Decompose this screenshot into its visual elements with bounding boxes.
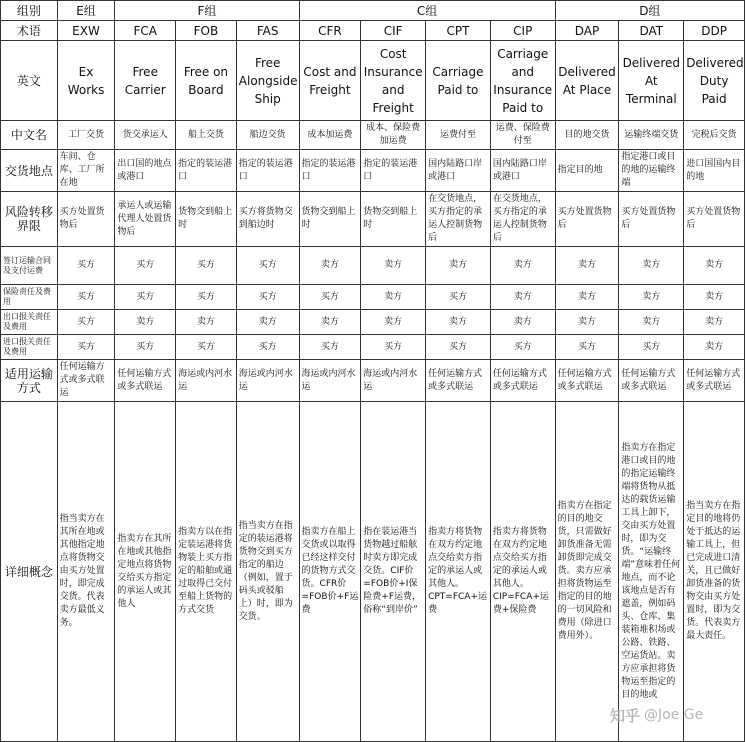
term-ddp: DDP: [684, 21, 745, 41]
cell: 指卖方在船上交货或以取得已经这样交付的货物方式交货。CFR价=FOB价+F运费: [299, 402, 361, 742]
group-d: D组: [555, 1, 744, 21]
english-fas: Free Alongside Ship: [236, 41, 299, 121]
cell: 买方: [57, 310, 115, 335]
risk-transfer-row: [1, 192, 745, 247]
chinese-name-row: [1, 121, 745, 150]
cell: 指定的装运港口: [299, 150, 361, 192]
row-label-chinese-name: 中文名: [1, 121, 58, 150]
watermark: [610, 700, 745, 730]
cell: 车间、仓库、工厂所在地: [57, 150, 115, 192]
english-dap: Delivered At Place: [555, 41, 619, 121]
cell: 买方将货物交到船边时: [236, 192, 299, 247]
cell: 买方处置货物后: [684, 192, 745, 247]
row-label-transport-mode: 适用运输方式: [1, 360, 58, 402]
cell: 卖方: [490, 310, 555, 335]
cell: 成本、保险费加运费: [361, 121, 426, 150]
cell: 卖方: [555, 247, 619, 285]
term-fca: FCA: [115, 21, 176, 41]
transport-contract-row: [1, 247, 745, 285]
export-clearance-row: [1, 310, 745, 335]
cell: 买方: [57, 285, 115, 310]
cell: 买方: [115, 247, 176, 285]
cell: 卖方: [555, 285, 619, 310]
term-exw: EXW: [57, 21, 115, 41]
cell: 出口国的地点或港口: [115, 150, 176, 192]
cell: 货物交到船上时: [299, 192, 361, 247]
cell: 买方处置货物后: [619, 192, 684, 247]
cell: 卖方: [619, 285, 684, 310]
cell: 卖方: [490, 285, 555, 310]
row-label-insurance: 保险责任及费用: [1, 285, 58, 310]
cell: 指定港口或目的地的运输终端: [619, 150, 684, 192]
english-dat: Delivered At Terminal: [619, 41, 684, 121]
cell: 买方处置货物后: [57, 192, 115, 247]
cell: 承运人或运输代理人处置货物后: [115, 192, 176, 247]
cell: 卖方: [299, 247, 361, 285]
cell: 卖方: [684, 335, 745, 360]
cell: 买方: [176, 285, 237, 310]
cell: 任何运输方式或多式联运: [57, 360, 115, 402]
cell: 卖方: [236, 310, 299, 335]
cell: 完税后交货: [684, 121, 745, 150]
cell: 国内陆路口岸或港口: [490, 150, 555, 192]
cell: 海运或内河水运: [236, 360, 299, 402]
row-label-delivery-place: 交货地点: [1, 150, 58, 192]
cell: 指定的装运港口: [361, 150, 426, 192]
cell: 海运或内河水运: [361, 360, 426, 402]
term-cip: CIP: [490, 21, 555, 41]
cell: 运费、保险费付至: [490, 121, 555, 150]
english-fca: Free Carrier: [115, 41, 176, 121]
cell: 运费付至: [426, 121, 491, 150]
cell: 卖方: [555, 310, 619, 335]
term-cpt: CPT: [426, 21, 491, 41]
cell: 货物交到船上时: [176, 192, 237, 247]
cell: 指卖方在指定港口或目的地的指定运输终端将货物从抵达的载货运输工具上卸下，交由买方处置时，即为交货。“运输终端”意味着任何地点，而不论该地点是否有遮盖，例如码头、仓库、集装箱堆积场或公路、铁路、空运货站。卖方应承担将货物运至指定的目的地或: [619, 402, 684, 742]
cell: 任何运输方式或多式联运: [619, 360, 684, 402]
cell: 指当卖方在其所在地或其他指定地点将货物交由买方处置时，即完成交货。代表卖方最低义务。: [57, 402, 115, 742]
term-row: [1, 21, 745, 41]
transport-mode-row: [1, 360, 745, 402]
term-cif: CIF: [361, 21, 426, 41]
term-label: 术语: [1, 21, 58, 41]
cell: 货交承运人: [115, 121, 176, 150]
cell: 船边交货: [236, 121, 299, 150]
cell: 货物交到船上时: [361, 192, 426, 247]
cell: 买方: [426, 285, 491, 310]
cell: 买方: [57, 247, 115, 285]
cell: 卖方: [684, 247, 745, 285]
english-cip: Carriage and Insurance Paid to: [490, 41, 555, 121]
cell: 买方处置货物后: [555, 192, 619, 247]
cell: 指卖方在指定的目的地交货，只需做好卸货准备无需卸货即完成交货。卖方应承担将货物运至指定的目的地的一切风险和费用（除进口费用外）。: [555, 402, 619, 742]
term-cfr: CFR: [299, 21, 361, 41]
cell: 卖方: [426, 310, 491, 335]
english-row: [1, 41, 745, 121]
group-c: C组: [299, 1, 555, 21]
cell: 买方: [236, 285, 299, 310]
english-label: 英文: [1, 41, 58, 121]
cell: 指卖方将货物在双方约定地点交给卖方指定的承运人或其他人。CPT=FCA+运费: [426, 402, 491, 742]
cell: 在交货地点，买方指定的承运人控制货物后: [426, 192, 491, 247]
cell: 运输终端交货: [619, 121, 684, 150]
cell: 指当卖方在指定的装运港将货物交到买方指定的船边（例如，置于码头或驳船上）时，即为交货。: [236, 402, 299, 742]
delivery-place-row: [1, 150, 745, 192]
cell: 买方: [236, 247, 299, 285]
cell: 卖方: [176, 310, 237, 335]
cell: 买方: [426, 335, 491, 360]
cell: 卖方: [361, 310, 426, 335]
cell: 任何运输方式或多式联运: [426, 360, 491, 402]
row-label-import-clearance: 进口报关责任及费用: [1, 335, 58, 360]
term-dat: DAT: [619, 21, 684, 41]
group-f: F组: [115, 1, 299, 21]
row-label-risk-transfer: 风险转移界限: [1, 192, 58, 247]
cell: 任何运输方式或多式联运: [555, 360, 619, 402]
watermark-text: @Joe Ge: [644, 707, 704, 723]
cell: 指定的装运港口: [176, 150, 237, 192]
cell: 买方: [57, 335, 115, 360]
cell: 卖方: [619, 247, 684, 285]
cell: 目的地交货: [555, 121, 619, 150]
row-label-export-clearance: 出口报关责任及费用: [1, 310, 58, 335]
cell: 买方: [555, 335, 619, 360]
english-cpt: Carriage Paid to: [426, 41, 491, 121]
english-cif: Cost Insurance and Freight: [361, 41, 426, 121]
english-exw: Ex Works: [57, 41, 115, 121]
term-fas: FAS: [236, 21, 299, 41]
cell: 买方: [176, 247, 237, 285]
cell: 卖方: [490, 247, 555, 285]
term-dap: DAP: [555, 21, 619, 41]
english-fob: Free on Board: [176, 41, 237, 121]
cell: 在交货地点，买方指定的承运人控制货物后: [490, 192, 555, 247]
cell: 进口国国内目的地: [684, 150, 745, 192]
cell: 海运或内河水运: [299, 360, 361, 402]
cell: 卖方: [684, 310, 745, 335]
english-cfr: Cost and Freight: [299, 41, 361, 121]
cell: 指卖方在其所在地或其他指定地点将货物交给买方指定的承运人或其他人: [115, 402, 176, 742]
cell: 卖方: [361, 247, 426, 285]
cell: 指定目的地: [555, 150, 619, 192]
cell: 成本加运费: [299, 121, 361, 150]
row-label-transport-contract: 签订运输合同及支付运费: [1, 247, 58, 285]
cell: 卖方: [115, 310, 176, 335]
cell: 指当卖方在指定目的地将仍处于抵达的运输工具上，但已完成进口清关，且已做好卸货准备的货物交由买方处置时，即为交货。代表卖方最大责任。: [684, 402, 745, 742]
cell: 买方: [115, 335, 176, 360]
cell: 买方: [361, 335, 426, 360]
import-clearance-row: [1, 335, 745, 360]
cell: 买方: [115, 285, 176, 310]
group-label: 组别: [1, 1, 58, 21]
cell: 卖方: [361, 285, 426, 310]
cell: 买方: [236, 335, 299, 360]
cell: 任何运输方式或多式联运: [115, 360, 176, 402]
cell: 国内陆路口岸或港口: [426, 150, 491, 192]
cell: 工厂交货: [57, 121, 115, 150]
cell: 指定的装运港口: [236, 150, 299, 192]
zhihu-logo: 知乎: [610, 706, 641, 725]
cell: 指卖方将货物在双方约定地点交给买方指定的承运人或其他人。CIP=FCA+运费+保险费: [490, 402, 555, 742]
cell: 任何运输方式或多式联运: [684, 360, 745, 402]
insurance-row: [1, 285, 745, 310]
cell: 指在装运港当货物越过船舷时卖方即完成交货。CIF价=FOB价+I保险费+F运费，俗称“到岸价”: [361, 402, 426, 742]
cell: 买方: [299, 335, 361, 360]
detail-row: [1, 402, 745, 742]
cell: 买方: [490, 335, 555, 360]
group-e: E组: [57, 1, 115, 21]
row-label-detail: 详细概念: [1, 402, 58, 742]
cell: 卖方: [426, 247, 491, 285]
cell: 买方: [176, 335, 237, 360]
cell: 卖方: [619, 310, 684, 335]
group-row: [1, 1, 745, 21]
cell: 买方: [299, 285, 361, 310]
term-fob: FOB: [176, 21, 237, 41]
cell: 卖方: [684, 285, 745, 310]
cell: 买方: [619, 335, 684, 360]
cell: 任何运输方式或多式联运: [490, 360, 555, 402]
cell: 船上交货: [176, 121, 237, 150]
english-ddp: Delivered Duty Paid: [684, 41, 745, 121]
cell: 指卖方以在指定装运港将货物装上买方指定的船舶或通过取得已交付至船上货物的方式交货: [176, 402, 237, 742]
cell: 卖方: [299, 310, 361, 335]
cell: 海运或内河水运: [176, 360, 237, 402]
